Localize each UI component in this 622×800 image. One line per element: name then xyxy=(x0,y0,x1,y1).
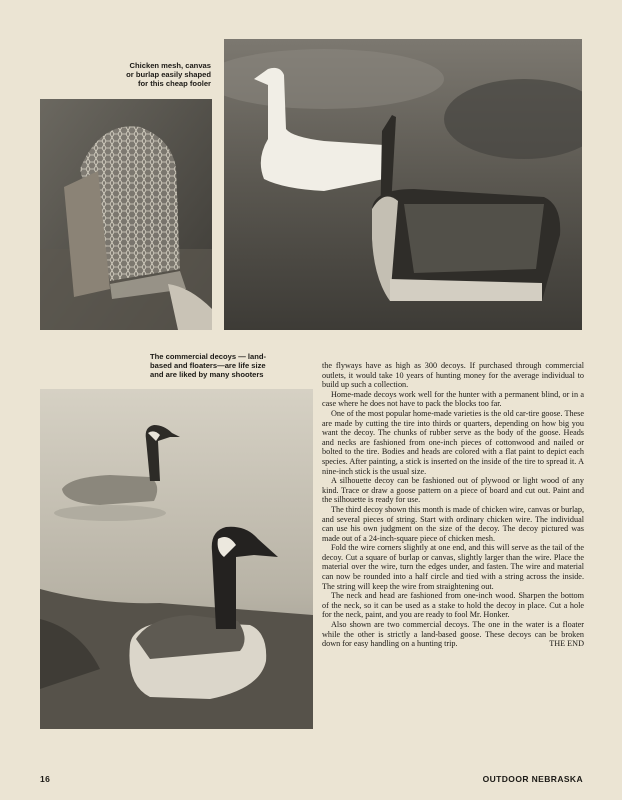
silhouette-decoy-illustration xyxy=(224,39,582,330)
commercial-decoys-caption xyxy=(150,352,296,380)
article-paragraph: The neck and head are fashioned from one-inch wood. Sharpen the bottom of the neck, so it can be used as a stake to hold the decoy in place. Cut a hole for the neck, paint, and you are ready to fool Mr. Honker. xyxy=(322,591,584,620)
article-paragraph xyxy=(322,620,584,649)
end-mark: THE END xyxy=(549,639,584,649)
publication-name: OUTDOOR NEBRASKA xyxy=(482,774,583,784)
chicken-mesh-illustration xyxy=(40,99,212,330)
article-paragraph: Home-made decoys work well for the hunter with a permanent blind, or in a case where he does not have to pack the blocks too far. xyxy=(322,389,584,409)
article-paragraph: A silhouette decoy can be fashioned out of plywood or light wood of any kind. Trace or draw a goose pattern on a piece of board and cut out. Paint and the silhouette is ready for use. xyxy=(322,476,584,505)
last-paragraph-text: Also shown are two commercial decoys. The one in the water is a floater while the other is strictly a land-based goose. These decoys can be broken down for easy handling on a hunting trip. xyxy=(322,620,584,649)
caption-line: and are liked by many shooters xyxy=(150,370,264,380)
top-photo-caption xyxy=(80,61,211,89)
article-body xyxy=(322,361,584,649)
caption-line: Chicken mesh, canvas xyxy=(129,61,211,70)
article-paragraph: The third decoy shown this month is made of chicken wire, canvas or burlap, and several pieces of string. Start with ordinary chicken wire. The individual can use his own judgment on the size of the decoy. The decoy pictured was made out of a 24-inch-square piece of chicken mesh. xyxy=(322,504,584,543)
caption-line: for this cheap fooler xyxy=(138,79,211,89)
commercial-decoys-photo xyxy=(40,389,313,729)
caption-line: or burlap easily shaped xyxy=(126,70,211,80)
caption-line: The commercial decoys — land- xyxy=(150,352,267,361)
article-paragraph: Fold the wire corners slightly at one end, and this will serve as the tail of the decoy. Cut a square of burlap or canvas, slightly larger than the wire. Place the material over the wire, turn the edges under, and fasten. The wire and material can now be rounded into a half circle and tied with a string across the inside. The string will keep the wire from straightening out. xyxy=(322,543,584,591)
chicken-mesh-photo xyxy=(40,99,212,330)
article-paragraph: the flyways have as high as 300 decoys. If purchased through commercial outlets, it would take 10 years of hunting money for the average individual to build up such a collection. xyxy=(322,361,584,390)
commercial-decoys-illustration xyxy=(40,389,313,729)
silhouette-decoy-photo xyxy=(224,39,582,330)
article-paragraph: One of the most popular home-made varieties is the old car-tire goose. These are made by cutting the tire into thirds or quarters, depending on how big you want the decoy. The chunks of rubber serve as the body of the goose. Heads and necks are fashioned from one-inch pieces of cottonwood and nailed or bolted to the tire. Bodies and heads are colored with a flat paint to depict each species. After painting, a stick is inserted on the inside of the tire to spread it. A nine-inch stick is the usual size. xyxy=(322,408,584,476)
page-number: 16 xyxy=(40,774,51,784)
caption-line: based and floaters—are life size xyxy=(150,361,266,371)
